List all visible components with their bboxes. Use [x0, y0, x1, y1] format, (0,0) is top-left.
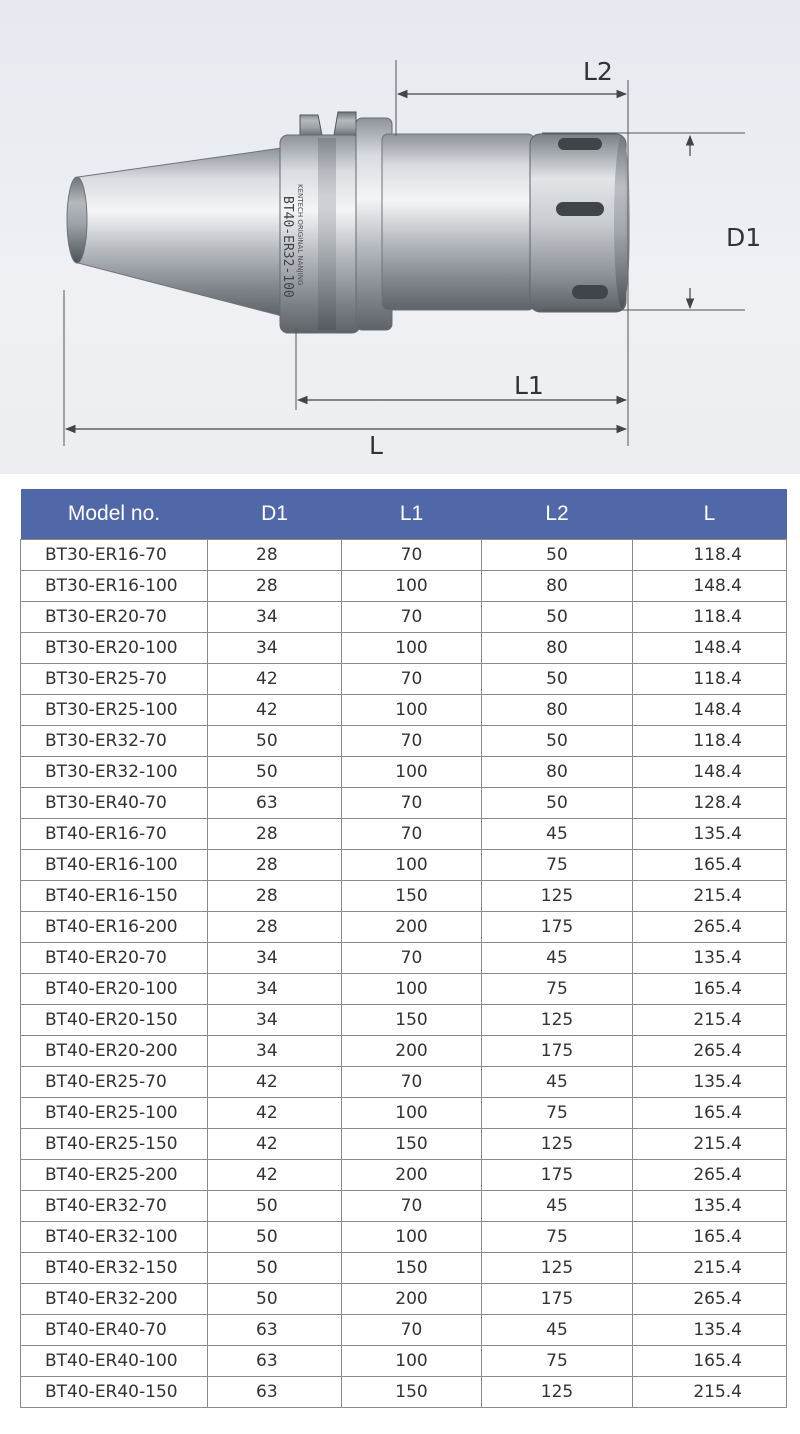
cell-l1: 100: [342, 974, 482, 1005]
header-l1: L1: [342, 489, 482, 540]
cell-d1: 42: [208, 664, 342, 695]
cell-l1: 150: [342, 1377, 482, 1408]
cell-d1: 63: [208, 1377, 342, 1408]
cell-d1: 28: [208, 850, 342, 881]
nut-slot-mid: [556, 202, 604, 216]
cell-l2: 75: [482, 1222, 633, 1253]
cell-model: BT40-ER25-70: [21, 1067, 208, 1098]
table-header-row: [21, 489, 787, 540]
taper-shank: [72, 148, 282, 316]
cell-d1: 28: [208, 881, 342, 912]
cell-d1: 63: [208, 1346, 342, 1377]
table-row: [21, 757, 787, 788]
cell-l1: 150: [342, 881, 482, 912]
cell-l1: 100: [342, 757, 482, 788]
cell-model: BT30-ER32-100: [21, 757, 208, 788]
table-row: [21, 1005, 787, 1036]
table-row: [21, 788, 787, 819]
cell-model: BT40-ER25-100: [21, 1098, 208, 1129]
cell-l: 215.4: [633, 1253, 787, 1284]
holder-body: [382, 134, 534, 310]
header-l: L: [633, 489, 787, 540]
label-l1: L1: [514, 371, 544, 400]
table-row: [21, 633, 787, 664]
cell-l: 148.4: [633, 757, 787, 788]
cell-l1: 100: [342, 850, 482, 881]
flange-groove: [318, 138, 336, 330]
cell-model: BT40-ER16-200: [21, 912, 208, 943]
cell-d1: 50: [208, 1191, 342, 1222]
cell-l2: 80: [482, 757, 633, 788]
header-l2: L2: [482, 489, 633, 540]
cell-l2: 125: [482, 1253, 633, 1284]
cell-model: BT40-ER25-200: [21, 1160, 208, 1191]
cell-model: BT40-ER16-100: [21, 850, 208, 881]
cell-l2: 50: [482, 540, 633, 571]
cell-d1: 28: [208, 819, 342, 850]
cell-d1: 34: [208, 1005, 342, 1036]
cell-l2: 50: [482, 664, 633, 695]
cell-model: BT40-ER32-150: [21, 1253, 208, 1284]
cell-l2: 75: [482, 1346, 633, 1377]
cell-l1: 150: [342, 1005, 482, 1036]
table-row: [21, 1067, 787, 1098]
cell-l: 265.4: [633, 1284, 787, 1315]
cell-l2: 80: [482, 571, 633, 602]
cell-l: 135.4: [633, 819, 787, 850]
cell-model: BT30-ER16-100: [21, 571, 208, 602]
cell-l: 148.4: [633, 633, 787, 664]
cell-model: BT30-ER20-70: [21, 602, 208, 633]
cell-d1: 28: [208, 571, 342, 602]
cell-d1: 42: [208, 695, 342, 726]
cell-l: 215.4: [633, 881, 787, 912]
cell-d1: 50: [208, 726, 342, 757]
table-row: [21, 1222, 787, 1253]
cell-model: BT40-ER20-100: [21, 974, 208, 1005]
cell-l: 265.4: [633, 1036, 787, 1067]
cell-l1: 70: [342, 664, 482, 695]
table-row: [21, 850, 787, 881]
cell-d1: 63: [208, 1315, 342, 1346]
cell-l2: 80: [482, 633, 633, 664]
cell-d1: 34: [208, 943, 342, 974]
cell-model: BT30-ER25-70: [21, 664, 208, 695]
table-row: [21, 1098, 787, 1129]
cell-l: 128.4: [633, 788, 787, 819]
cell-l2: 75: [482, 974, 633, 1005]
cell-l2: 45: [482, 943, 633, 974]
cell-d1: 50: [208, 1284, 342, 1315]
cell-l: 165.4: [633, 1222, 787, 1253]
cell-l1: 100: [342, 571, 482, 602]
cell-model: BT40-ER40-100: [21, 1346, 208, 1377]
cell-l1: 200: [342, 1036, 482, 1067]
table-row: [21, 540, 787, 571]
cell-model: BT40-ER32-100: [21, 1222, 208, 1253]
cell-model: BT40-ER40-70: [21, 1315, 208, 1346]
cell-model: BT30-ER20-100: [21, 633, 208, 664]
cell-l1: 100: [342, 695, 482, 726]
cell-l2: 175: [482, 1036, 633, 1067]
cell-l: 165.4: [633, 974, 787, 1005]
cell-l: 165.4: [633, 850, 787, 881]
cell-l2: 50: [482, 726, 633, 757]
cell-l1: 200: [342, 1284, 482, 1315]
table-row: [21, 1191, 787, 1222]
cell-d1: 50: [208, 1222, 342, 1253]
cell-l2: 125: [482, 1129, 633, 1160]
cell-l2: 75: [482, 850, 633, 881]
engraving: [280, 184, 304, 298]
table-row: [21, 1346, 787, 1377]
cell-model: BT30-ER40-70: [21, 788, 208, 819]
cell-model: BT40-ER20-70: [21, 943, 208, 974]
cell-l2: 175: [482, 1160, 633, 1191]
cell-d1: 34: [208, 602, 342, 633]
cell-l: 118.4: [633, 602, 787, 633]
cell-d1: 34: [208, 974, 342, 1005]
cell-l2: 50: [482, 788, 633, 819]
header-d1: D1: [208, 489, 342, 540]
cell-d1: 42: [208, 1067, 342, 1098]
table-body: [21, 540, 787, 1408]
cell-l1: 70: [342, 1315, 482, 1346]
cell-l2: 45: [482, 1191, 633, 1222]
cell-l: 265.4: [633, 1160, 787, 1191]
nut-slot-bottom: [572, 285, 608, 299]
cell-l1: 70: [342, 1191, 482, 1222]
cell-l1: 70: [342, 788, 482, 819]
table-row: [21, 943, 787, 974]
cell-model: BT40-ER16-150: [21, 881, 208, 912]
cell-l2: 75: [482, 1098, 633, 1129]
cell-l2: 80: [482, 695, 633, 726]
cell-l: 135.4: [633, 1067, 787, 1098]
table-row: [21, 695, 787, 726]
cell-l2: 45: [482, 819, 633, 850]
label-l2: L2: [583, 57, 613, 86]
table-row: [21, 1160, 787, 1191]
cell-l2: 175: [482, 1284, 633, 1315]
cell-l1: 200: [342, 912, 482, 943]
cell-model: BT40-ER32-200: [21, 1284, 208, 1315]
cell-d1: 50: [208, 1253, 342, 1284]
cell-l1: 150: [342, 1253, 482, 1284]
cell-l: 118.4: [633, 726, 787, 757]
table-row: [21, 819, 787, 850]
cell-d1: 63: [208, 788, 342, 819]
cell-d1: 28: [208, 540, 342, 571]
cell-l: 215.4: [633, 1129, 787, 1160]
cell-l2: 125: [482, 1377, 633, 1408]
cell-d1: 34: [208, 633, 342, 664]
cell-d1: 50: [208, 757, 342, 788]
table-row: [21, 1036, 787, 1067]
table-row: [21, 1284, 787, 1315]
table-row: [21, 602, 787, 633]
table-row: [21, 881, 787, 912]
table-row: [21, 1129, 787, 1160]
cell-l1: 100: [342, 1222, 482, 1253]
cell-l1: 70: [342, 540, 482, 571]
cell-l2: 125: [482, 1005, 633, 1036]
cell-l1: 100: [342, 1098, 482, 1129]
cell-l: 135.4: [633, 1191, 787, 1222]
cell-d1: 42: [208, 1160, 342, 1191]
cell-model: BT40-ER32-70: [21, 1191, 208, 1222]
table-row: [21, 1315, 787, 1346]
cell-model: BT40-ER20-150: [21, 1005, 208, 1036]
cell-model: BT40-ER16-70: [21, 819, 208, 850]
label-d1: D1: [726, 223, 762, 252]
cell-d1: 34: [208, 1036, 342, 1067]
cell-l: 135.4: [633, 1315, 787, 1346]
engraving-model: BT40-ER32-100: [280, 196, 295, 298]
cell-l: 265.4: [633, 912, 787, 943]
cell-l1: 100: [342, 1346, 482, 1377]
cell-l1: 70: [342, 1067, 482, 1098]
cell-model: BT40-ER40-150: [21, 1377, 208, 1408]
cell-d1: 42: [208, 1098, 342, 1129]
spec-table: [20, 489, 787, 1408]
cell-model: BT40-ER25-150: [21, 1129, 208, 1160]
taper-end: [67, 177, 87, 263]
cell-l2: 125: [482, 881, 633, 912]
tool-holder-diagram: [0, 0, 800, 474]
cell-l1: 100: [342, 633, 482, 664]
cell-l1: 200: [342, 1160, 482, 1191]
table-row: [21, 1253, 787, 1284]
cell-l1: 70: [342, 602, 482, 633]
cell-l2: 175: [482, 912, 633, 943]
cell-model: BT40-ER20-200: [21, 1036, 208, 1067]
table-row: [21, 974, 787, 1005]
cell-l2: 45: [482, 1315, 633, 1346]
header-model: Model no.: [21, 489, 208, 540]
engraving-brand: KENTECH ORIGINAL NANJING: [296, 184, 304, 286]
table-row: [21, 726, 787, 757]
cell-l1: 70: [342, 943, 482, 974]
cell-l1: 70: [342, 819, 482, 850]
cell-model: BT30-ER32-70: [21, 726, 208, 757]
table-row: [21, 571, 787, 602]
cell-l2: 50: [482, 602, 633, 633]
cell-l1: 70: [342, 726, 482, 757]
label-l: L: [369, 431, 383, 460]
table-row: [21, 1377, 787, 1408]
cell-model: BT30-ER16-70: [21, 540, 208, 571]
cell-l: 215.4: [633, 1377, 787, 1408]
cell-model: BT30-ER25-100: [21, 695, 208, 726]
table-row: [21, 912, 787, 943]
cell-l: 118.4: [633, 540, 787, 571]
cell-d1: 42: [208, 1129, 342, 1160]
cell-l: 135.4: [633, 943, 787, 974]
tool-holder-drawing: [0, 0, 800, 474]
nut-slot-top: [558, 138, 602, 150]
cell-l: 118.4: [633, 664, 787, 695]
cell-l: 165.4: [633, 1346, 787, 1377]
cell-l: 148.4: [633, 571, 787, 602]
cell-l: 165.4: [633, 1098, 787, 1129]
cell-l1: 150: [342, 1129, 482, 1160]
cell-l: 215.4: [633, 1005, 787, 1036]
cell-l2: 45: [482, 1067, 633, 1098]
cell-d1: 28: [208, 912, 342, 943]
table-row: [21, 664, 787, 695]
cell-l: 148.4: [633, 695, 787, 726]
